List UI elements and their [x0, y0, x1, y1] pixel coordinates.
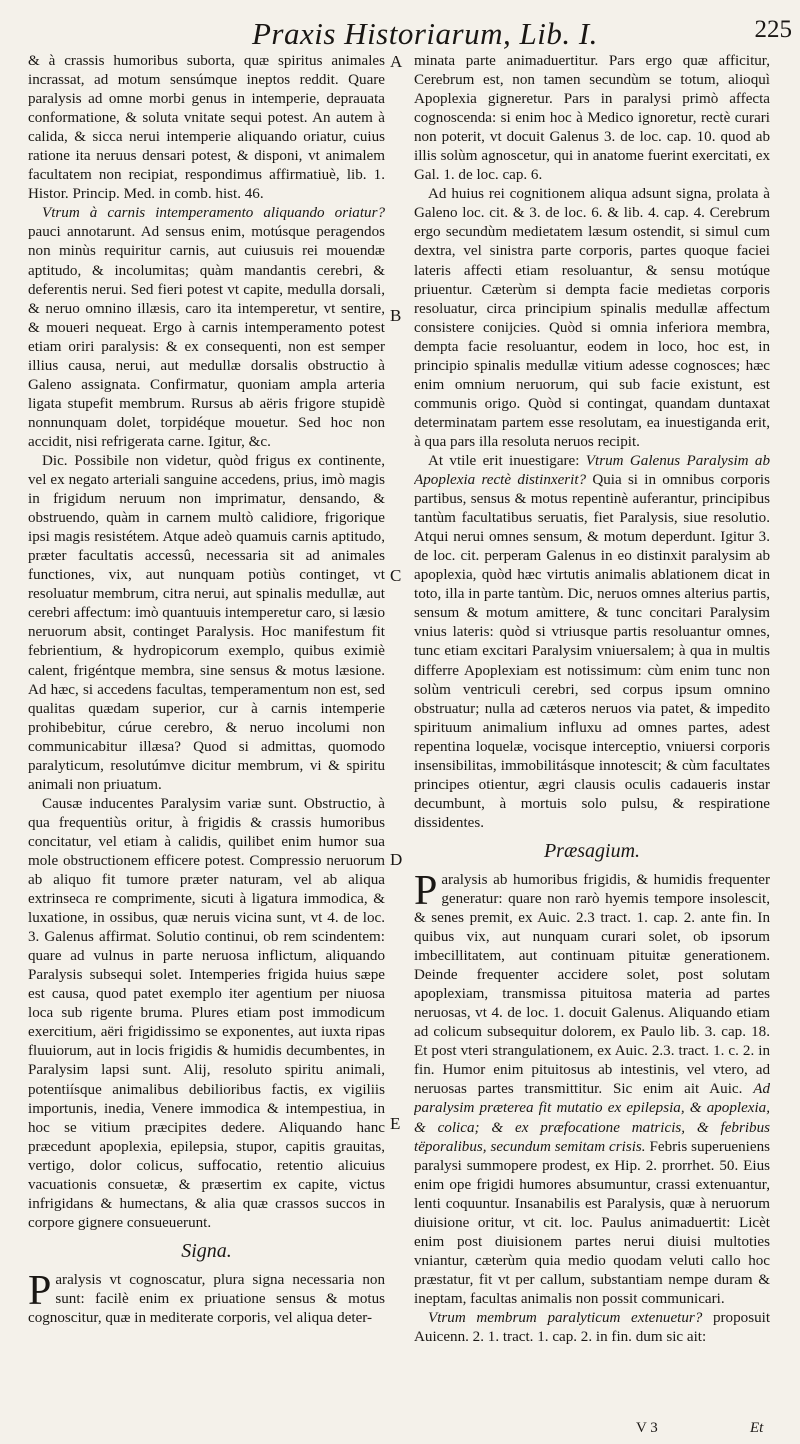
left-column [28, 52, 385, 1440]
running-title: Praxis Historiarum, Lib. I. [252, 16, 598, 51]
drop-cap: P [28, 1267, 52, 1314]
paragraph: Vtrum à carnis intemperamento aliquando oriatur? pauci annotarunt. Ad sensus enim, motúsque peragendos non minùs requiritur carnis, aut cuiusuis rei mouendæ aptitudo, & incolumitas; quàm mandantis cerebri, & deferentis nerui. Sed fieri potest vt capite, medulla dorsali, & neruo omnino illæsis, caro ita intemperetur, vt sentire, & moueri nequeat. Ergo à carnis intemperamento potest etiam oriri paralysis: & ex consequenti, non est semper illius causa, nerui, aut medullæ dorsalis obstructio à Galeno assignata. Confirmatur, quoniam ampla arteria ligata stupefit membrum. Rursus ab aëris frigore stupidè nonnunquam dolet, torpidéque mouetur. Sed hoc non accidit, nisi refrigerata carne. Igitur, &c. [28, 205, 385, 450]
margin-letter-e: E [390, 1114, 401, 1133]
margin-letter-b: B [390, 306, 402, 325]
paragraph: Paralysis ab humoribus frigidis, & humidis frequenter generatur: quare non rarò hyemis tempore insolescit, & senes premit, ex Auic. 2.3 tract. 1. cap. 2. ante fin. In quibus vix, aut nunquam curari solet, ob ipsorum imbecillitatem, aut continuam pituitæ generationem. Deinde frequenter accidere solet, post solutam apoplexiam, transmissa pituitosa materia ad partes neruosas, vt 4. de loc. 1. docuit Galenus. Aliquando etiam ad colicum subsequitur dolorem, ex Paulo lib. 3. cap. 18. Et post vteri strangulationem, ex Auic. 2.3. tract. 1. c. 2. in fin. Humor enim pituitosus ab intestinis, vel vtero, ad neruosas partes transmittitur. Sic enim ait Auic. Ad paralysim præterea fit mutatio ex epilepsia, & apoplexia, & colica; & ex præfocatione matricis, & febribus tëporalibus, secundum semitam crisis. Febris superueniens paralysi summopere prodest, ex Hip. 2. prorrhet. 50. Eius enim ope frigidi humores absumuntur, crassi extenuantur, lenti coquuntur. Insanabilis est Paralysis, quæ à neruorum diuisione oritur, vt cit. loc. Paulus animaduertit: Licèt enim post diuisionem partes nerui diuisi multoties vniantur, cæterùm quia medio quodam veluti callo hoc præstatur, fit vt per callum, substantiam nempe duram & ineptam, facultas animalis non possit communicari. [414, 867, 770, 1307]
signature-mark: V 3 [636, 1420, 658, 1436]
right-column [414, 52, 770, 1440]
paragraph: Paralysis vt cognoscatur, plura signa necessaria non sunt: facilè enim ex priuatione sensus & motus cognoscitur, quæ in mediterate corporis, vel aliqua deter- [28, 1267, 385, 1326]
catchword: Et [750, 1420, 764, 1436]
margin-letter-d: D [390, 850, 403, 869]
question-lead: Vtrum membrum paralyticum extenuetur? [428, 1310, 703, 1326]
section-heading-praesagium: Præsagium. [543, 839, 641, 862]
paragraph: Causæ inducentes Paralysim variæ sunt. Obstructio, à qua frequentiùs oritur, à frigidis & crassis humoribus concitatur, vel etiam à calidis, quilibet enim humor sua mole obstructionem efficere potest. Compressio neruorum ab aliquo fit tumore præter naturam, vel ab aliqua extrinseca re comprimente, sicuti à ligatura immodica, & luxatione, in ossibus, quæ neruis vicina sunt, vt 4. de loc. 3. Galenus affirmat. Solutio continui, ob rem scindentem: quare ad vulnus in parte neruosa inflictum, aliquando Paralysis subsequi solet. Intemperies frigida huius sæpe est causa, quod patet exemplo iter agentium per niuosa loca sub rigente bruma. Plures etiam post immodicum exercitium, aëri frigidissimo se exponentes, aut iuxta ripas fluuiorum, aut in locis frigidis & humidis decumbentes, in Paralysim lapsi sunt. Alij, resoluto spiritu animali, potentiísque animalibus debilioribus factis, ex vigiliis importunis, inedia, Venere immodica & intempestiua, in hoc se vitium præcipites dedere. Aliquando hanc præcedunt apoplexia, epilepsia, stupor, capitis grauitas, vertigo, dolor colicus, suffocatio, retentio alicuius vacuationis consuetæ, & præsertim ex capite, victus infrigidans & humectans, & alia quæ crassos succos in corpore gignere consueuerunt. [28, 795, 385, 1231]
page-number: 225 [754, 16, 792, 43]
paragraph: minata parte animaduertitur. Pars ergo quæ afficitur, Cerebrum est, non tamen secundùm se totum, alioquì Apoplexia gigneretur. Pars in paralysi primò affecta cognoscenda: si enim hoc à Medico ignoretur, rectè curari non poterit, vt docuit Galenus 3. de loc. cap. 10. quod ab illis solùm agnoscetur, qui in anatome fuerint exercitati, ex Gal. 1. de loc. cap. 6. [414, 53, 770, 184]
paragraph: At vtile erit inuestigare: Vtrum Galenus Paralysim ab Apoplexia rectè distinxerit? Quia si in omnibus corporis partibus, sensus & motus repentinè auferantur, principibus tantùm facultatibus seruatis, fiet Paralysis, siue resolutio. Atqui nerui omnes sensum, & motum deperdunt. Igitur 3. de loc. cit. perperam Galenus in eo distinxit paralysim ab apoplexia, quòd hæc virtutis animalis ablationem dicat in toto, illa in parte tantùm. Dic, neruos omnes alterius partis, sensum & motum amittere, & tunc concitari Paralysim vnius lateris: quòd si vtriusque partis resoluantur omnes, tunc etiam excitari Paralysim vniuersalem; à qua in multis differre Apoplexiam est notissimum: cùm enim tunc non solùm ventriculi cerebri, sed corpus ipsum omnino obstruatur; nulla ad cæteros neruos via patet, & impedito spirituum animalium influxu ad omnes partes, adest repentina loquelæ, vocisque interceptio, vniuersi corporis insensibilitas, immobilitásque innotescit; & cùm facultates principes otientur, ægri clausis oculis cadaueris instar decumbunt, à mortuis solo pulsu, & respiratione dissidentes. [414, 452, 770, 831]
paragraph: & à crassis humoribus suborta, quæ spiritus animales incrassat, ad motum sensúmque ineptos reddit. Quare paralysis ad omne morbi genus in intemperie, deprauata conformatione, & soluta vnitate sequi potest. An autem à calida, & sicca nerui intemperie aliquando oriatur, cuius ratione ita neruus densari potest, & disponi, vt animalem facultatem non recipiat, respondimus affirmatiuè, lib. 1. Histor. Princip. Med. in comb. hist. 46. [28, 53, 385, 203]
question-lead: Vtrum à carnis intemperamento aliquando oriatur? [42, 205, 385, 222]
section-heading-signa: Signa. [181, 1239, 232, 1262]
paragraph: Dic. Possibile non videtur, quòd frigus ex continente, vel ex negato arteriali sanguine accedens, prius, imò magis in frigidum neruum non imprimatur, densando, & obstruendo, quàm in carnem multò calidiore, frigorique ipsi magis resistétem. Atque adeò quamuis carnis aptitudo, præter facultatis accessû, necessaria sit ad animales functiones, vix, aut nunquam potiùs continget, vt resoluatur membrum, citra nerui, aut spinalis medullæ, aut cerebri affectum: imò quantuuis intemperetur caro, si læsio neruorum absit, continget Paralysis. Hoc manifestum fit febrientium, & hydropicorum exemplo, quibus eximiè calent, frigéntque membra, sine sensus & motus læsione. Ad hæc, si accedens facultas, temperamentum non est, sed qualitas quædam superior, cur à carnis intemperie prohibebitur, cúrue cerebro, & neruo incolumi non communicabitur illæsa? Quod si admittas, quomodo paralyticum, resolutúmve dicitur membrum, vi & spiritu animali non priuatum. [28, 452, 385, 793]
paragraph: Vtrum membrum paralyticum extenuetur? proposuit Auicenn. 2. 1. tract. 1. cap. 2. in fin. dum sic ait: [414, 1310, 770, 1346]
quotation: Ad paralysim præterea fit mutatio ex epilepsia, & apoplexia, & colica; & ex præfocatione matricis, & febribus tëporalibus, secundum semitam crisis. [414, 1081, 770, 1155]
question-lead: Vtrum Galenus Paralysim ab Apoplexia rectè distinxerit? [414, 452, 770, 489]
margin-letter-a: A [390, 52, 403, 71]
drop-cap: P [414, 867, 438, 914]
margin-letter-c: C [390, 566, 402, 585]
paragraph: Ad huius rei cognitionem aliqua adsunt signa, prolata à Galeno loc. cit. & 3. de loc. 6. & lib. 4. cap. 4. Cerebrum ergo secundùm medietatem læsum ostendit, si simul cum dextra, vel sinistra parte corporis, partes quoque faciei lateris affecti etiam resoluantur, & sensu motúque priuentur. Cæterùm si dempta facie medietas corporis resoluatur, circa principium spinalis medullæ affectum consistere conijcies. Quòd si omnia inferiora membra, dempta facie resoluantur, eodem in loco, hoc est, in principio spinalis medullæ vitium adesse cognosces; hæc enim omnium neruorum, qui sub facie existunt, est communis origo. Quòd si contingat, quandam duntaxat determinatam partem esse resolutam, ea inuestiganda erit, à qua pars illa resoluta neruos recipit. [414, 186, 770, 450]
